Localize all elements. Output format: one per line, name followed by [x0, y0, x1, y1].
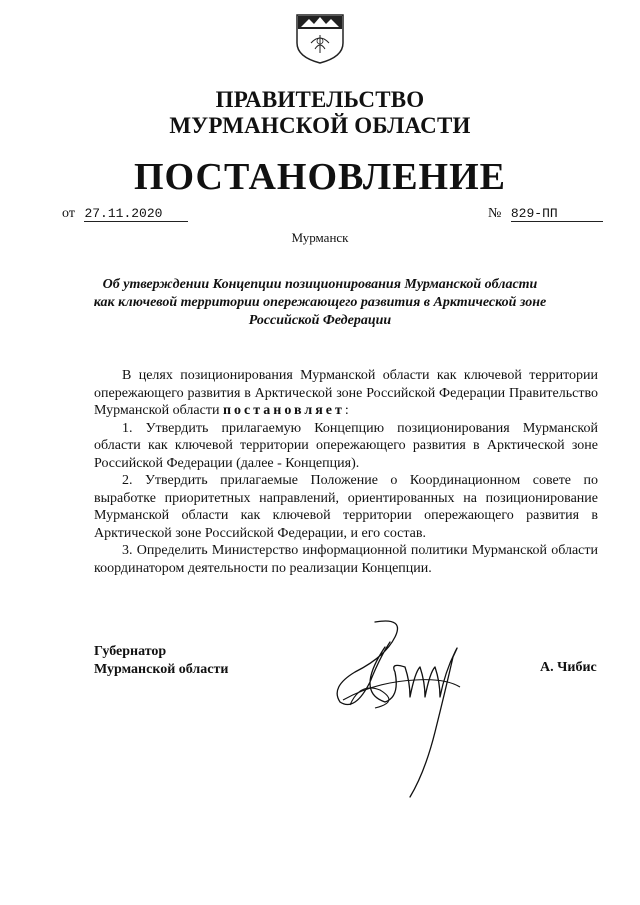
- organization-name-line1: ПРАВИТЕЛЬСТВО: [215, 87, 425, 112]
- signatory-title: [94, 643, 228, 679]
- number-value: 829-ПП: [511, 206, 603, 222]
- title-line: как ключевой территории опережающего развития в Арктической зоне: [93, 295, 547, 310]
- intro-paragraph: [94, 367, 598, 420]
- organization-name-line2: МУРМАНСКОЙ ОБЛАСТИ: [169, 113, 471, 138]
- document-body: [94, 367, 598, 577]
- signatory-title-line1: Губернатор: [94, 644, 167, 659]
- decree-suffix: :: [344, 403, 349, 418]
- decree-word: постановляет: [222, 403, 345, 418]
- signatory-name: А. Чибис: [540, 660, 597, 675]
- coat-of-arms-icon: [295, 5, 345, 65]
- date-value: 27.11.2020: [84, 206, 188, 222]
- date-field: [62, 206, 188, 222]
- title-line: Российской Федерации: [248, 313, 392, 328]
- number-prefix: №: [488, 206, 502, 221]
- intro-text: В целях позиционирования Мурманской области как ключевой территории опережающего развития в Арктической зоне Российской Федерации Правительство Мурманской области: [94, 368, 598, 418]
- number-field: [488, 206, 603, 222]
- city: Мурманск: [291, 230, 349, 245]
- document-type: ПОСТАНОВЛЕНИЕ: [133, 156, 507, 198]
- handwritten-signature: [315, 612, 465, 802]
- item-1: 1. Утвердить прилагаемую Концепцию позиционирования Мурманской области как ключевой территории опережающего развития в Арктической зоне Российской Федерации (далее - Концепция).: [94, 420, 598, 471]
- document-title: [80, 276, 560, 330]
- item-3: 3. Определить Министерство информационной политики Мурманской области координатором деятельности по реализации Концепции.: [94, 543, 598, 576]
- title-line: Об утверждении Концепции позиционирования Мурманской области: [102, 277, 538, 292]
- item-2: 2. Утвердить прилагаемые Положение о Координационном совете по выработке приоритетных направлений, ориентированных на позиционирование Мурманской области как ключевой территории опережающего развития в Арктической зоне Российской Федерации, и его состав.: [94, 473, 598, 541]
- date-prefix: от: [62, 206, 75, 221]
- signatory-title-line2: Мурманской области: [94, 662, 229, 677]
